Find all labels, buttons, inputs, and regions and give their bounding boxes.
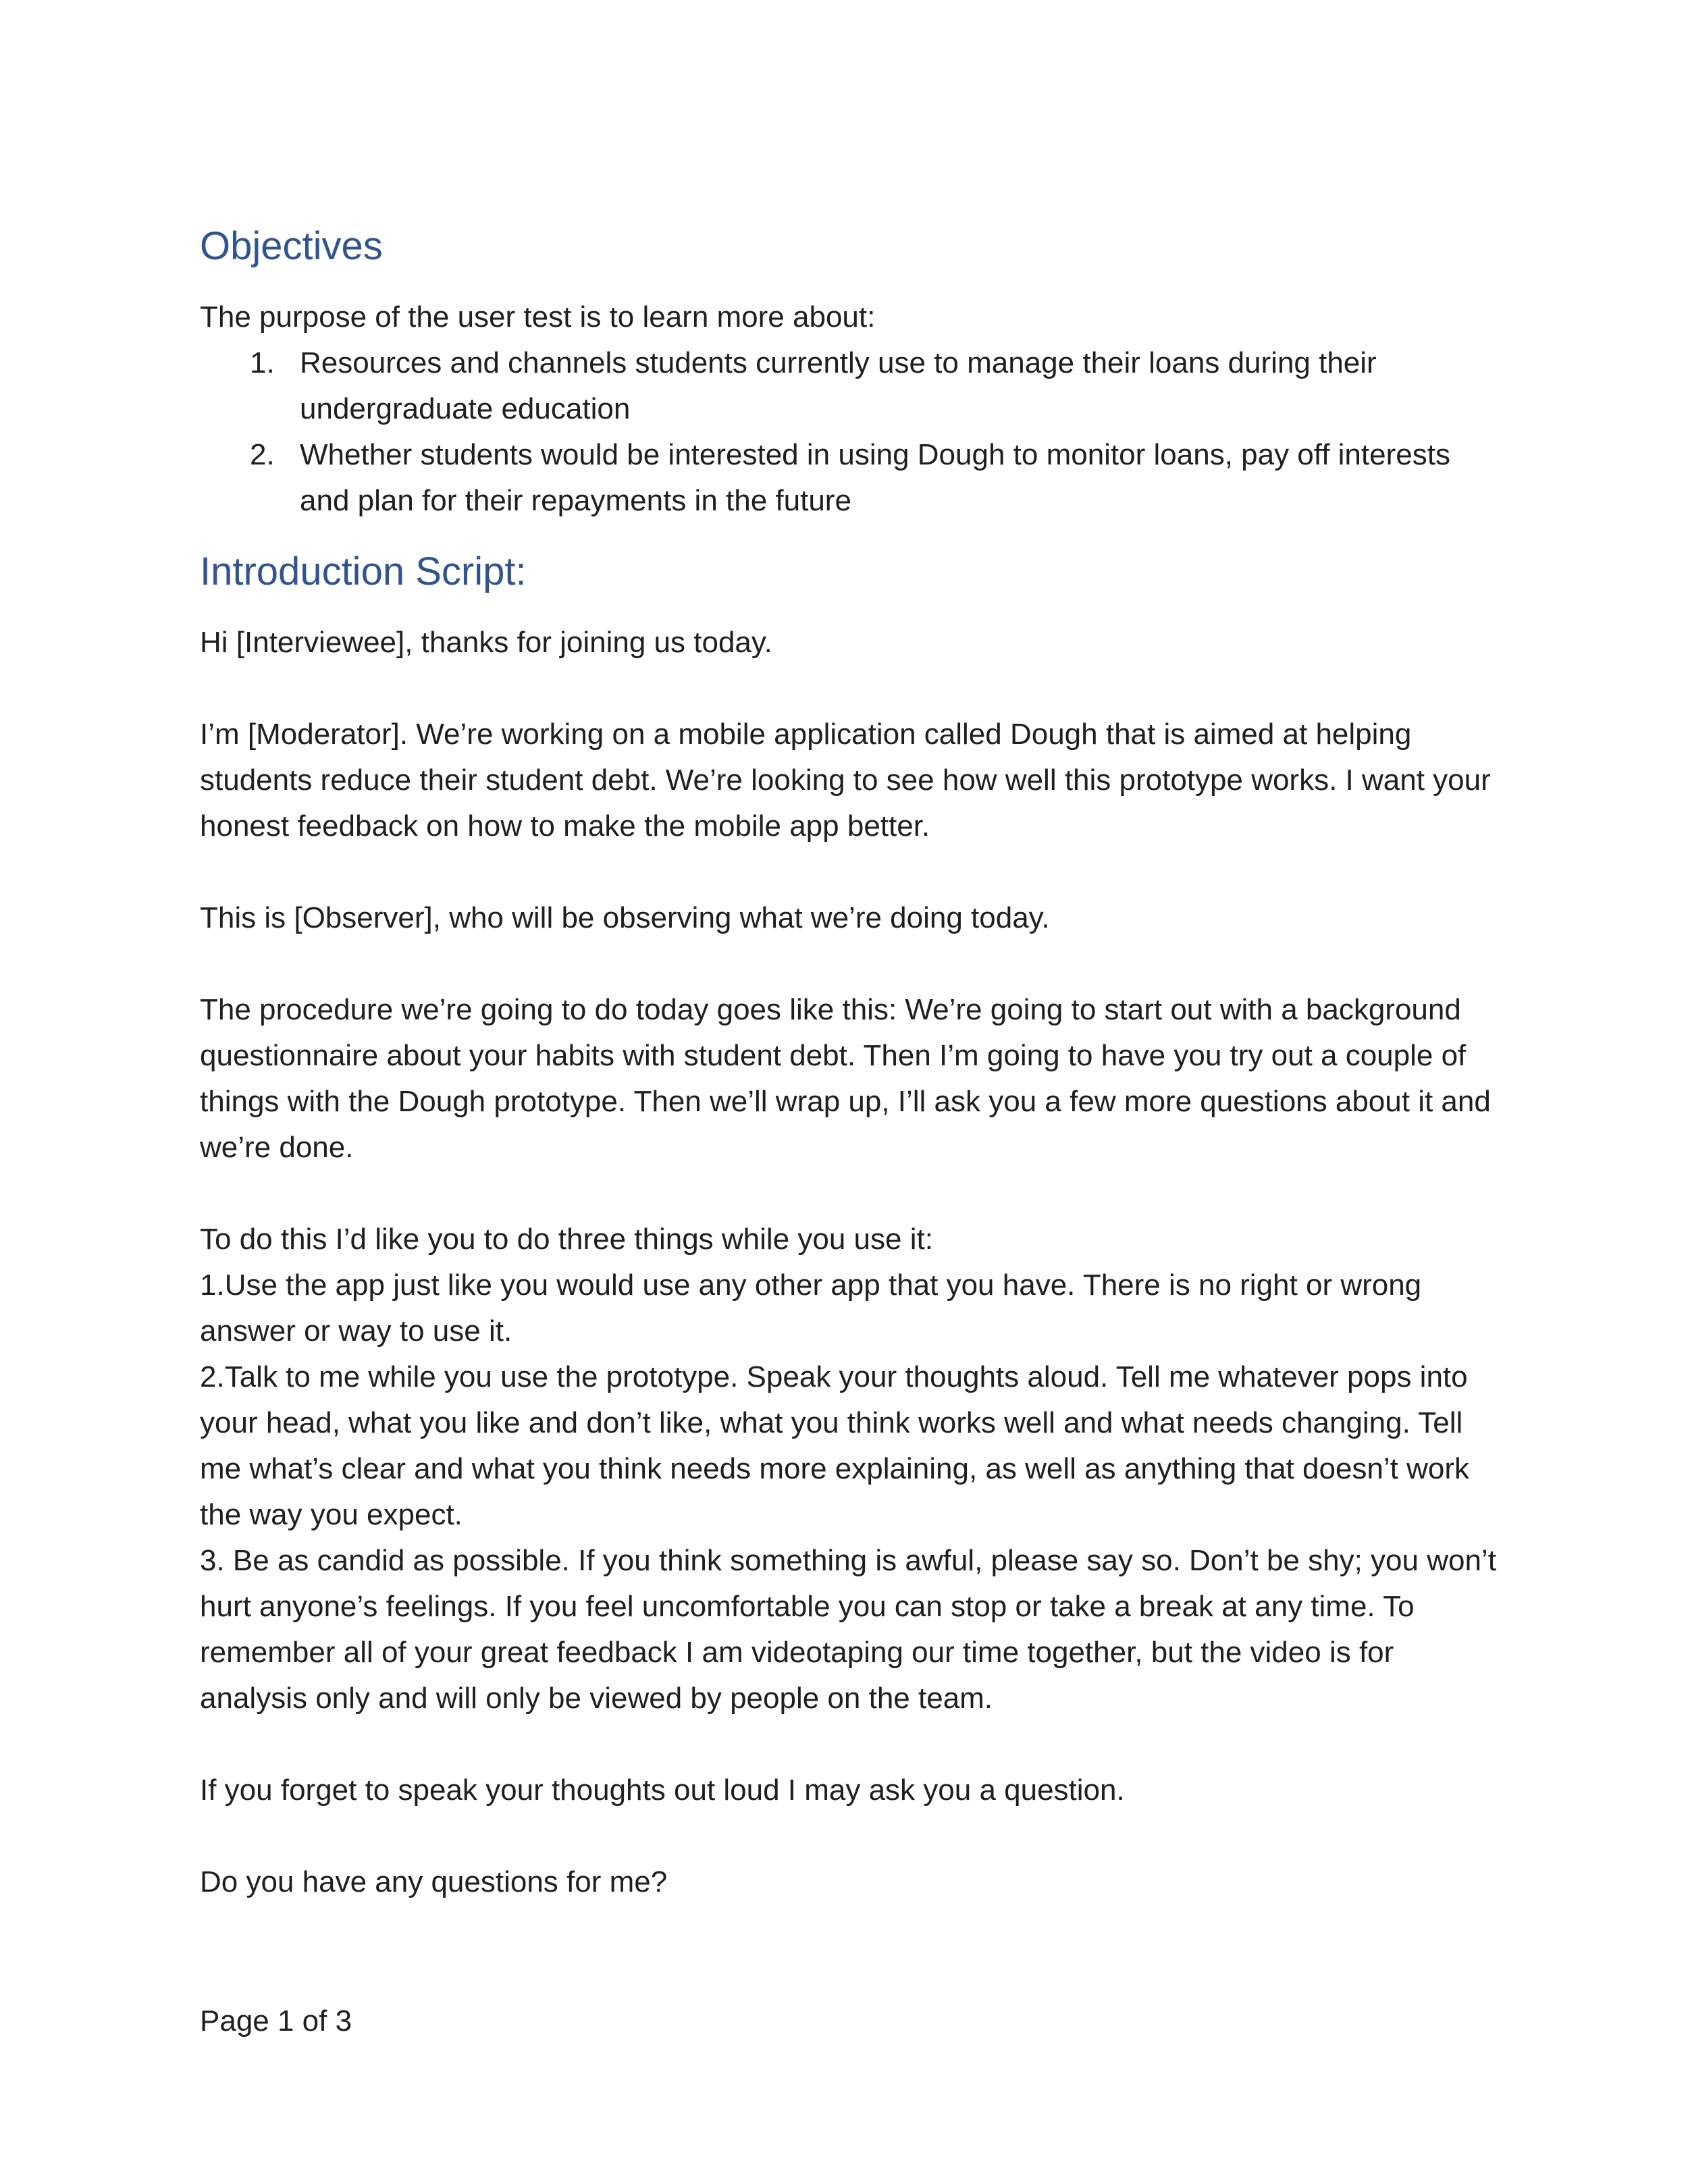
observer-paragraph: This is [Observer], who will be observing what we’re doing today. [200, 901, 1050, 934]
introduction-heading: Introduction Script: [200, 550, 527, 593]
page-number: Page 1 of 3 [200, 2004, 352, 2037]
list-item [200, 340, 1503, 432]
questions-paragraph: Do you have any questions for me? [200, 1865, 668, 1898]
objectives-heading: Objectives [200, 224, 383, 268]
list-item-text: Resources and channels students currently use to manage their loans during their undergraduate education [300, 346, 1377, 425]
procedure-paragraph: The procedure we’re going to do today goes like this: We’re going to start out with a background questionnaire about your habits with student debt. Then I’m going to have you try out a couple of things with the Dough prototype. Then we’ll wrap up, I’ll ask you a few more questions about it and we’re done. [200, 993, 1491, 1164]
thing-3-paragraph: 3. Be as candid as possible. If you think something is awful, please say so. Don’t be shy; you won’t hurt anyone’s feelings. If you feel uncomfortable you can stop or take a break at any time. To remember all of your great feedback I am videotaping our time together, but the video is for analysis only and will only be viewed by people on the team. [200, 1544, 1496, 1715]
list-item-number: 2. [250, 438, 275, 471]
forget-paragraph: If you forget to speak your thoughts out loud I may ask you a question. [200, 1774, 1125, 1807]
moderator-paragraph: I’m [Moderator]. We’re working on a mobile application called Dough that is aimed at helping students reduce their student debt. We’re looking to see how well this prototype works. I want your honest feedback on how to make the mobile app better. [200, 718, 1491, 843]
greeting-paragraph: Hi [Interviewee], thanks for joining us today. [200, 626, 772, 659]
thing-2-paragraph: 2.Talk to me while you use the prototype. Speak your thoughts aloud. Tell me whatever pops into your head, what you like and don’t like, what you think works well and what needs changing. Tell me what’s clear and what you think needs more explaining, as well as anything that doesn’t work the way you expect. [200, 1360, 1470, 1531]
three-things-intro: To do this I’d like you to do three things while you use it: [200, 1223, 933, 1256]
list-item-number: 1. [250, 346, 275, 379]
list-item-text: Whether students would be interested in using Dough to monitor loans, pay off interests and plan for their repayments in the future [300, 438, 1450, 517]
objectives-list [200, 340, 1503, 524]
list-item [200, 432, 1503, 524]
document-page [200, 216, 1503, 1905]
thing-1-paragraph: 1.Use the app just like you would use any other app that you have. There is no right or wrong answer or way to use it. [200, 1269, 1422, 1348]
objectives-intro: The purpose of the user test is to learn more about: [200, 300, 876, 334]
